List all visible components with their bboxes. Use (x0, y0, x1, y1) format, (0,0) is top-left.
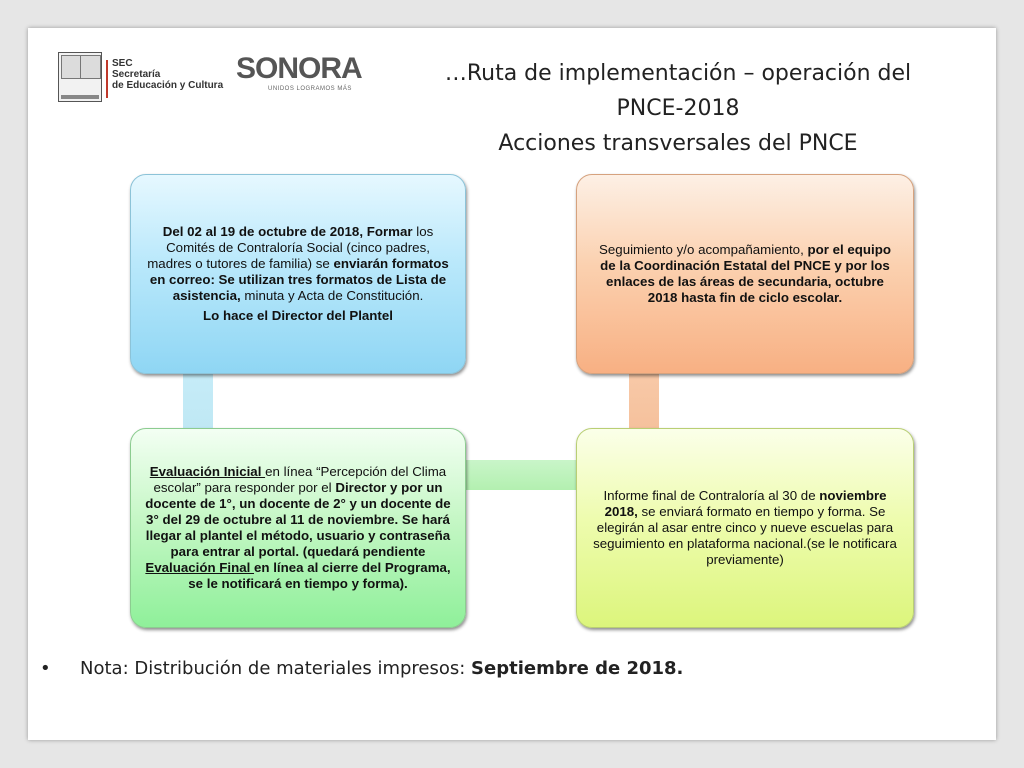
box-text-bold: enviarán formatos en correo: Se utilizan tres formatos de Lista de asistencia, (149, 256, 449, 303)
box-text (145, 224, 451, 324)
box-text: Informe final de Contraloría al 30 de (603, 488, 820, 503)
slide (28, 28, 996, 740)
connector-right (629, 372, 659, 430)
title-line-1: …Ruta de implementación – operación del (444, 61, 912, 86)
box-evaluacion-inicial (130, 428, 466, 628)
bullet-icon: • (40, 658, 51, 679)
box-text: se enviará formato en tiempo y forma. Se elegirán al asar entre cinco y nueve escuelas para seguimiento en plataforma nacional.(se le notificara previamente) (593, 504, 897, 567)
note-text: Nota: Distribución de materiales impresos: (80, 658, 472, 679)
box-text-bold: por el equipo de la Coordinación Estatal del PNCE y por los enlaces de las áreas de secundaria, octubre 2018 hasta fin de ciclo escolar. (600, 242, 891, 305)
sonora-tagline: UNIDOS LOGRAMOS MÁS (268, 86, 352, 92)
box-text-bold: Director y por un docente de 1°, un docente de 2° y un docente de 3° del 29 de octubre al 11 de noviembre. Se hará llegar al plantel el método, usuario y contraseña para entrar al portal. (quedará pendiente (145, 480, 451, 559)
box-seguimiento (576, 174, 914, 374)
connector-left (183, 372, 213, 430)
box-text: Seguimiento y/o acompañamiento, (599, 242, 804, 257)
note (40, 658, 683, 679)
sec-logo-text: SEC Secretaría de Educación y Cultura (112, 58, 224, 91)
title-line-3: Acciones transversales del PNCE (498, 131, 858, 156)
box-comites-contraloria (130, 174, 466, 374)
box-text (145, 464, 451, 592)
state-seal-logo (58, 52, 102, 102)
note-bold: Septiembre de 2018. (471, 658, 684, 679)
seal-band (61, 95, 99, 99)
box-text-underlined: Evaluación Inicial (149, 464, 266, 479)
box-text-bold: en línea al cierre del Programa, se le notificará en tiempo y forma). (188, 560, 451, 591)
box-text-bold: Del 02 al 19 de octubre de 2018, Formar (162, 224, 413, 239)
box-text-bold: Lo hace el Director del Plantel (203, 308, 393, 323)
box-text (591, 488, 899, 568)
box-text-underlined: Evaluación Final (145, 560, 255, 575)
box-text: minuta y Acta de Constitución. (240, 288, 424, 303)
box-text: los Comités de Contraloría Social (cinco padres, madres o tutores de familia) se (147, 224, 434, 271)
slide-title (388, 56, 968, 161)
sec-logo-bar (106, 60, 108, 98)
title-line-2: PNCE-2018 (616, 96, 740, 121)
box-text-bold: noviembre 2018, (604, 488, 887, 519)
seal-quadrant (61, 55, 82, 79)
box-text (591, 242, 899, 306)
connector-middle (466, 460, 578, 490)
box-text: en línea “Percepción del Clima escolar” para responder por el (153, 464, 447, 495)
box-informe-final (576, 428, 914, 628)
seal-quadrant (80, 55, 101, 79)
sonora-logo: SONORA (236, 52, 362, 85)
